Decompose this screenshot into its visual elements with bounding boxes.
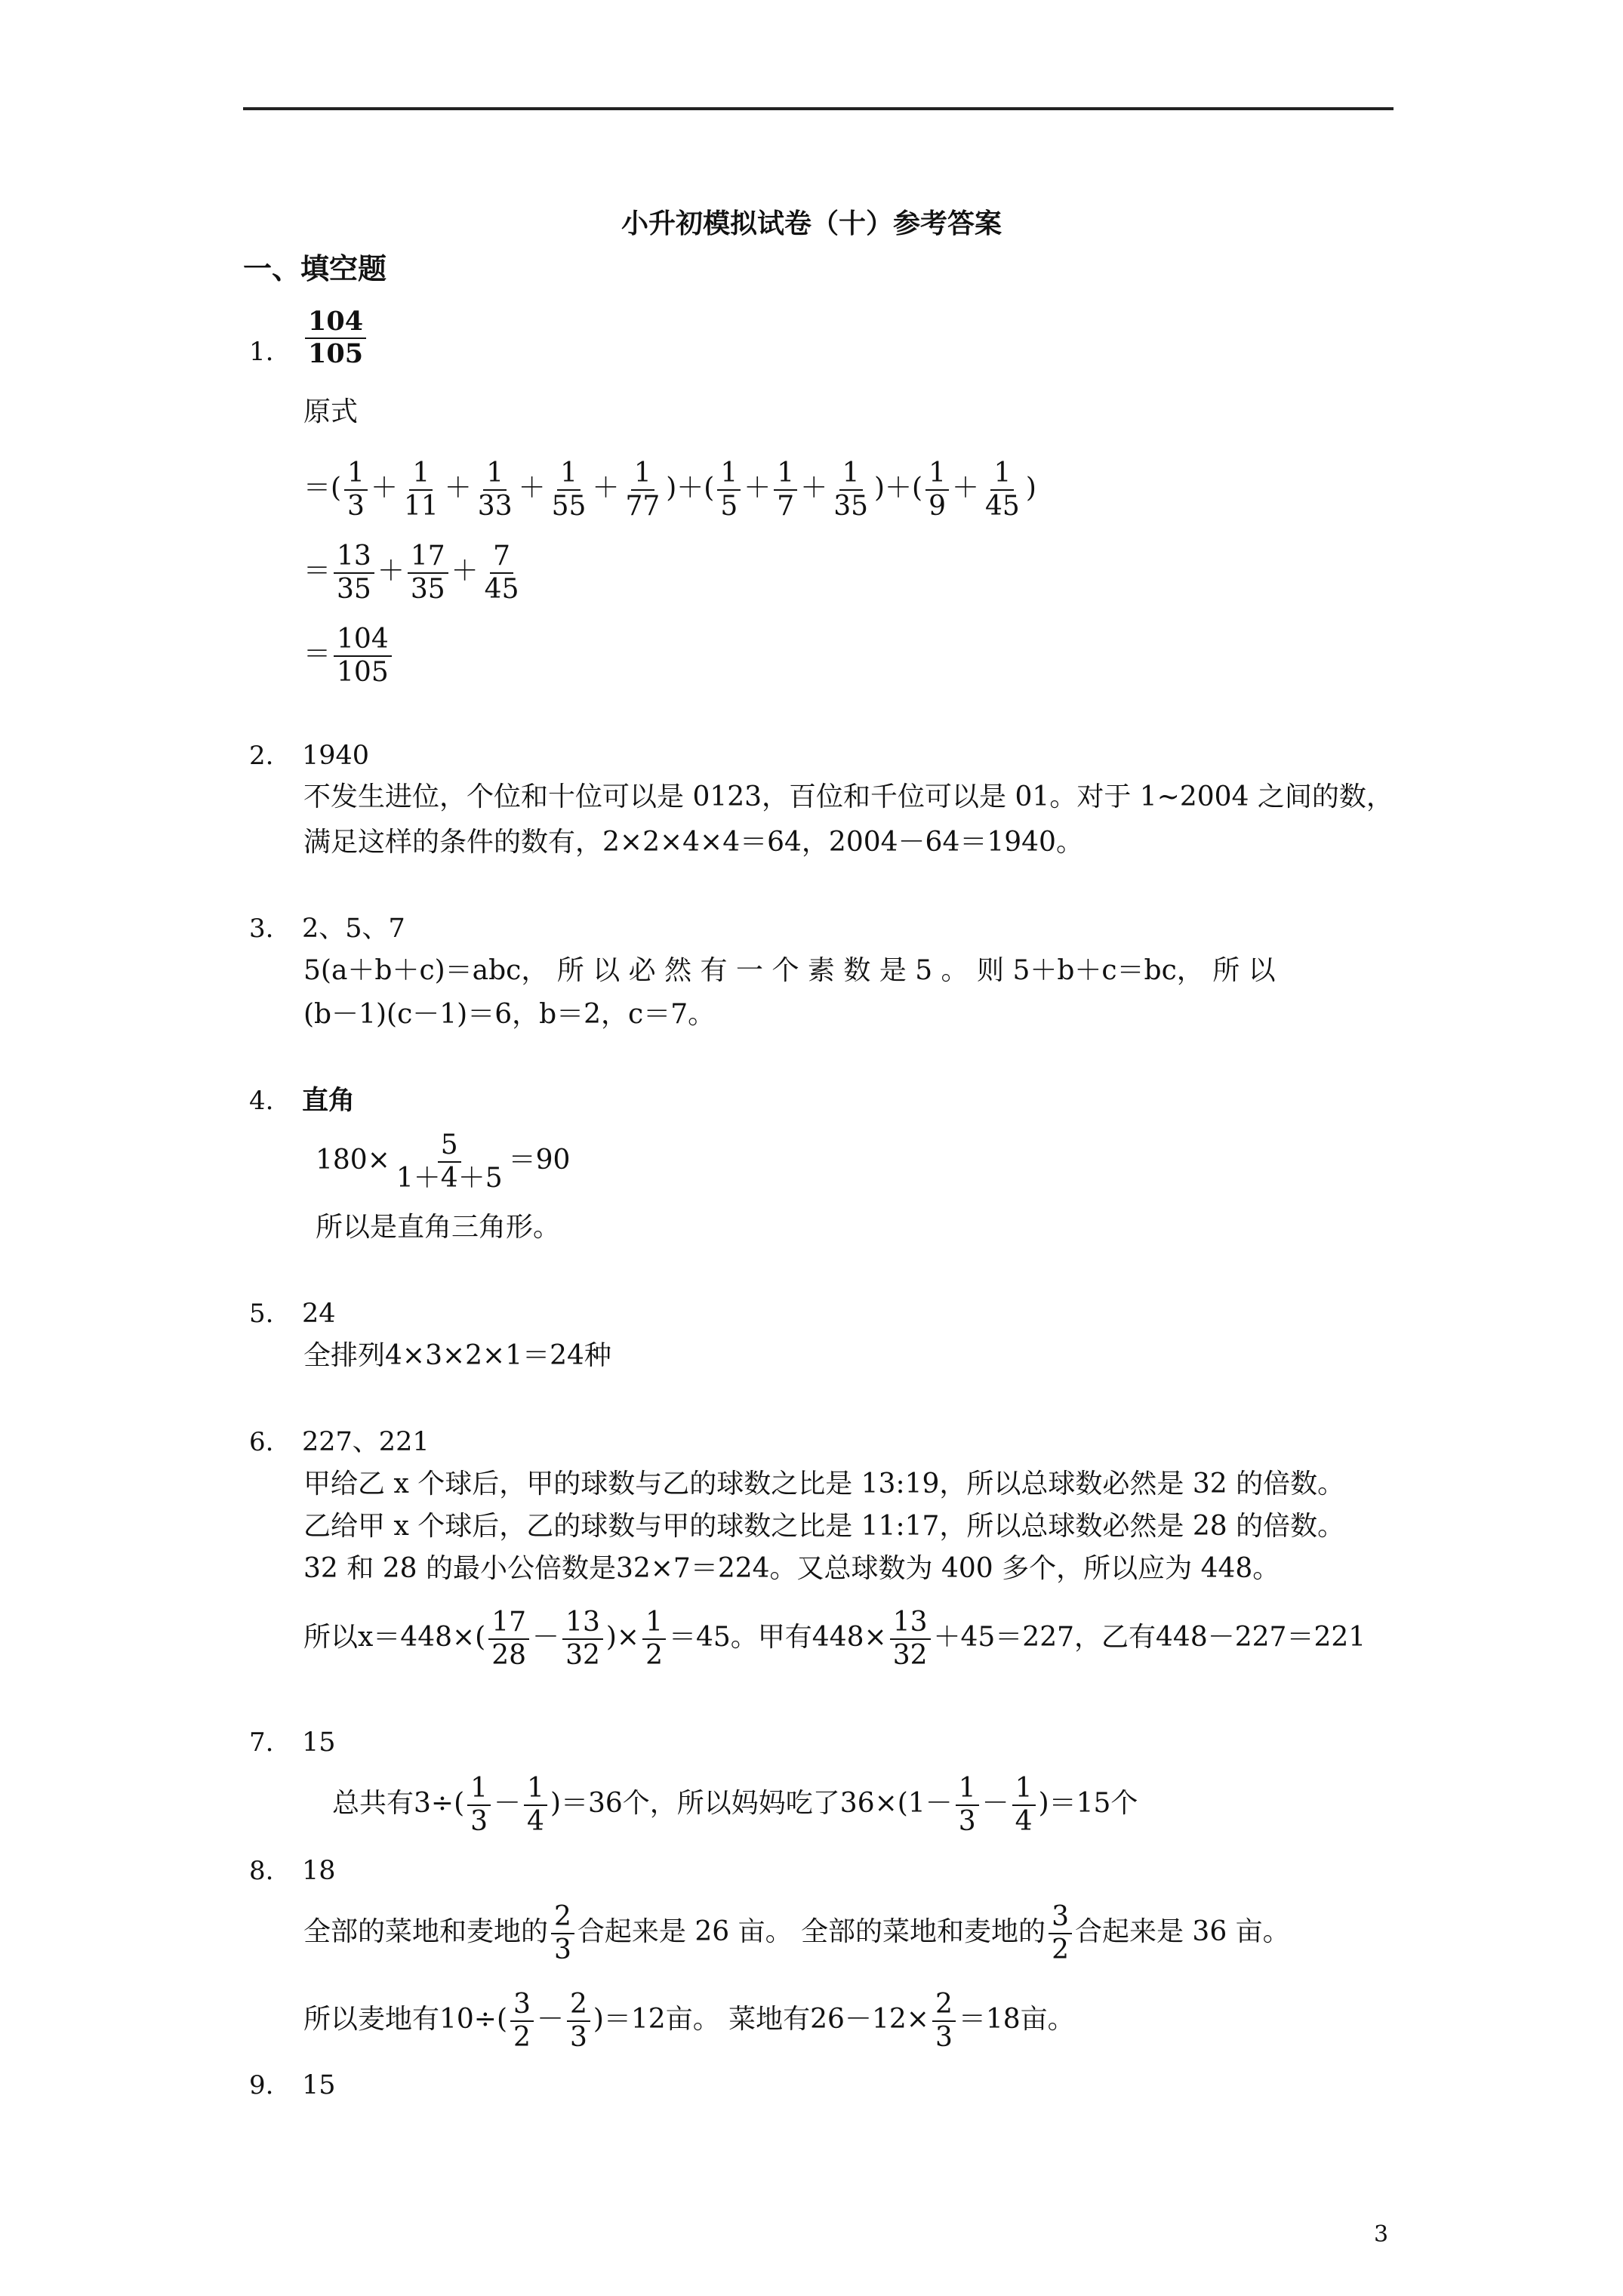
q9-number: 9. <box>249 2070 274 2100</box>
q1-answer <box>302 308 369 368</box>
q7-line-1: 总共有3÷( $\frac{1}{3}$ － $\frac{1}{4}$ )＝36个，所以妈妈吃了36×(1－ $\frac{1}{3}$ － $\frac{1}{4}$ )＝15个 <box>332 1773 1138 1837</box>
q6-line-1: 甲给乙 x 个球后，甲的球数与乙的球数之比是 13:19，所以总球数必然是 32 的倍数。 <box>303 1469 1345 1499</box>
q2-line-1: 不发生进位，个位和十位可以是 0123，百位和千位可以是 01。对于 1~2004 之间的数， <box>303 781 1394 812</box>
q4-line-2: 所以是直角三角形。 <box>316 1212 561 1243</box>
q8-answer: 18 <box>302 1856 336 1886</box>
page-number: 3 <box>1374 2221 1389 2248</box>
q2-answer: 1940 <box>302 741 370 771</box>
q1-answer-fraction: $\frac{104}{105}$ <box>305 308 366 368</box>
q5-line-1: 全排列4×3×2×1＝24种 <box>303 1340 611 1371</box>
section-heading: 一、填空题 <box>243 251 387 285</box>
q8-line-2: 所以麦地有10÷( $\frac{3}{2}$ － $\frac{2}{3}$ )＝12亩。 菜地有26－12× $\frac{2}{3}$ ＝18亩。 <box>303 1989 1075 2053</box>
q2-number: 2. <box>249 741 274 771</box>
q3-line-2: (b－1)(c－1)＝6，b＝2，c＝7。 <box>303 999 716 1030</box>
q3-line-1: 5(a＋b＋c)＝abc， 所 以 必 然 有 一 个 素 数 是 5 。 则 5＋b＋c＝bc， 所 以 <box>303 955 1276 986</box>
q1-line-4: ＝ $\frac{104}{105}$ <box>303 625 395 687</box>
q5-answer: 24 <box>302 1299 336 1329</box>
q1-line-1: 原式 <box>303 396 359 427</box>
page-title: 小升初模拟试卷（十）参考答案 <box>621 208 1002 239</box>
q8-line-1: 全部的菜地和麦地的 $\frac{2}{3}$ 合起来是 26 亩。 全部的菜地和麦地的 $\frac{3}{2}$ 合起来是 36 亩。 <box>303 1901 1290 1965</box>
q6-line-3: 32 和 28 的最小公倍数是32×7＝224。又总球数为 400 多个，所以应为 448。 <box>303 1553 1280 1584</box>
q6-number: 6. <box>249 1427 274 1457</box>
q7-number: 7. <box>249 1727 274 1758</box>
q6-line-2: 乙给甲 x 个球后，乙的球数与甲的球数之比是 11:17，所以总球数必然是 28 的倍数。 <box>303 1511 1345 1542</box>
q3-answer: 2、5、7 <box>302 914 405 944</box>
q4-number: 4. <box>249 1086 274 1116</box>
q6-line-4: 所以x＝448×( $\frac{17}{28}$ － $\frac{13}{32}$ )× $\frac{1}{2}$ ＝45。甲有448× $\frac{13}{32}$ ＋45＝227，乙有448－227＝221 <box>303 1607 1366 1671</box>
q1-line-2: ＝( $\frac{1}{3}$ ＋ $\frac{1}{11}$ ＋ $\frac{1}{33}$ ＋ $\frac{1}{55}$ ＋ $\frac{1}{77}$ )＋( $\frac{1}{5}$ ＋ $\frac{1}{7}$ ＋ $\frac{1}{35}$ )＋( $\frac{1}{9}$ ＋ $\frac{1}{45}$ ) <box>303 458 1036 522</box>
q1-line-3: ＝ $\frac{13}{35}$ ＋ $\frac{17}{35}$ ＋ $\frac{7}{45}$ <box>303 541 519 605</box>
q9-answer: 15 <box>302 2070 336 2100</box>
q2-line-2: 满足这样的条件的数有，2×2×4×4＝64，2004－64＝1940。 <box>303 827 1083 858</box>
q8-number: 8. <box>249 1856 274 1886</box>
q4-line-1: 180× $\frac{5}{1+4+5}$ ＝90 <box>316 1130 571 1194</box>
q7-answer: 15 <box>302 1727 336 1758</box>
q5-number: 5. <box>249 1299 274 1329</box>
q3-number: 3. <box>249 914 274 944</box>
q6-answer: 227、221 <box>302 1427 430 1457</box>
q1-number: 1. <box>249 337 274 367</box>
q4-answer: 直角 <box>302 1085 356 1116</box>
header-rule <box>243 107 1394 110</box>
